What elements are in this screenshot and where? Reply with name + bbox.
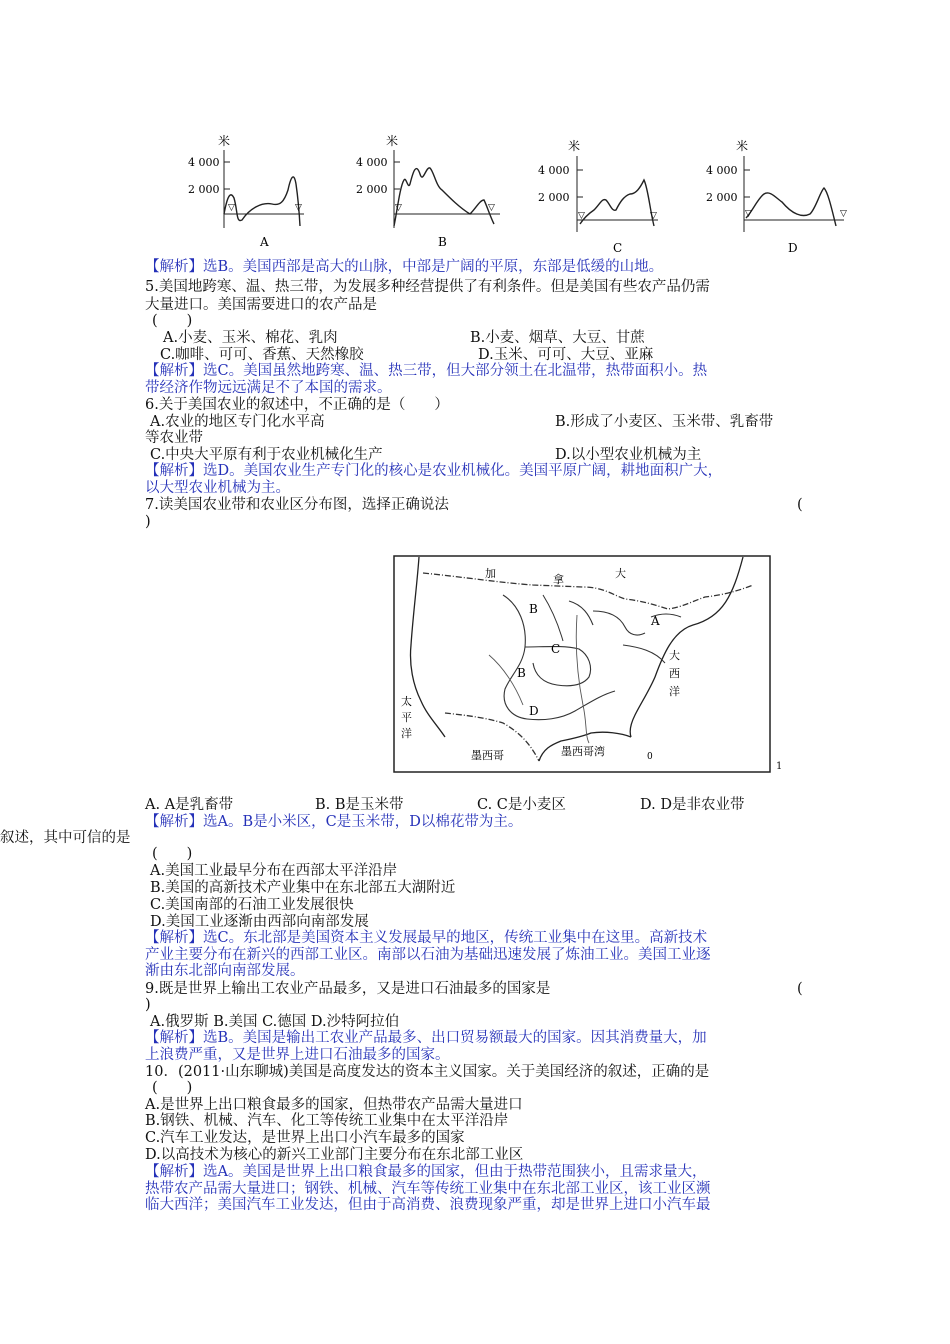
profile-d [706,138,847,253]
q6-analysis-line2: 以大型农业机械为主。 [145,480,290,496]
profile-d-tick-2000: 2 000 [706,191,738,204]
map-label-canada-3: 大 [615,567,626,580]
q6-option-b-cont: 等农业带 [145,430,203,446]
q8-option-a[interactable]: A.美国工业最早分布在西部太平洋沿岸 [150,863,398,879]
q6-option-c[interactable]: C.中央大平原有利于农业机械化生产 [150,447,383,463]
q5-option-c[interactable]: C.咖啡、可可、香蕉、天然橡胶 [160,347,364,363]
profile-b-unit: 米 [386,134,399,148]
q7-analysis [145,814,522,831]
svg-text:▽: ▽ [228,203,235,213]
svg-text:▽: ▽ [488,203,495,213]
map-label-canada-1: 加 [485,567,496,580]
svg-text:▽: ▽ [578,211,585,221]
q5-paren: ( ) [152,313,193,329]
q8-option-b[interactable]: B.美国的高新技术产业集中在东北部五大湖附近 [150,880,456,896]
q5-option-d[interactable]: D.玉米、可可、大豆、亚麻 [478,347,654,363]
q10-stem: 10．(2011·山东聊城)美国是高度发达的资本主义国家。关于美国经济的叙述，正确的是 [145,1064,710,1080]
profile-b-label: B [438,235,447,249]
q8-option-c[interactable]: C.美国南部的石油工业发展很快 [150,897,354,913]
map-zone-b-north: B [529,602,538,616]
q7-analysis-text: 选A。B是小米区，C是玉米带，D以棉花带为主。 [203,814,523,830]
profile-d-tick-4000: 4 000 [706,164,738,177]
analysis-tag: 【解析】 [145,930,203,946]
q8-option-d[interactable]: D.美国工业逐渐由西部向南部发展 [150,914,369,930]
q6-analysis-line1 [145,463,722,480]
q8-paren: ( ) [152,846,193,862]
profile-c-unit: 米 [568,139,581,153]
q7-paren-right: ) [145,514,151,530]
map-label-canada-2: 拿 [553,573,564,586]
q7-stem: 7.读美国农业带和农业区分布图，选择正确说法 [145,497,449,513]
analysis-tag: 【解析】 [145,259,203,275]
q8-analysis-text: 选C。东北部是美国资本主义发展最早的地区，传统工业集中在这里。高新技术 [203,930,708,946]
q7-option-d[interactable]: D. D是非农业带 [640,797,745,813]
map-label-atlantic-3: 洋 [669,685,680,698]
map-label-atlantic-1: 大 [669,649,680,662]
map-label-mexico: 墨西哥 [471,749,504,762]
q10-option-c[interactable]: C.汽车工业发达，是世界上出口小汽车最多的国家 [145,1130,465,1146]
profile-a-label: A [260,235,269,249]
q8-stem-fragment: 叙述，其中可信的是 [0,830,131,846]
q7-paren-left: ( [797,497,803,513]
terrain-profiles [180,128,860,253]
q9-analysis-line1 [145,1030,707,1047]
analysis-tag: 【解析】 [145,463,203,479]
svg-text:▽: ▽ [295,203,302,213]
q10-analysis-line1 [145,1164,706,1181]
profile-b [356,133,500,249]
q9-options[interactable]: A.俄罗斯 B.美国 C.德国 D.沙特阿拉伯 [150,1014,400,1030]
q10-analysis-text: 选A。美国是世界上出口粮食最多的国家，但由于热带范围狭小，且需求量大， [203,1164,707,1180]
q10-paren: ( ) [152,1080,193,1096]
profile-a [188,133,304,249]
q5-option-a[interactable]: A.小麦、玉米、棉花、乳肉 [163,330,338,346]
svg-text:▽: ▽ [650,211,657,221]
map-label-gulf-of-mexico: 墨西哥湾 [561,745,605,758]
analysis-tag: 【解析】 [145,1030,203,1046]
map-label-pacific-3: 洋 [401,727,412,740]
profile-a-unit: 米 [218,134,231,148]
map-zone-a: A [651,614,660,628]
analysis-tag: 【解析】 [145,363,203,379]
q9-stem: 9.既是世界上输出工农业产品最多，又是进口石油最多的国家是 [145,981,551,997]
q4-analysis-text: 选B。美国西部是高大的山脉，中部是广阔的平原，东部是低缓的山地。 [203,259,664,275]
svg-text:▽: ▽ [840,209,847,219]
profile-d-label: D [788,241,798,253]
q10-analysis-line3: 临大西洋；美国汽车工业发达，但由于高消费、浪费现象严重，却是世界上进口小汽车最 [145,1197,711,1213]
q4-analysis [145,259,663,276]
map-zone-b-south: B [517,666,526,680]
q9-analysis-line2: 上浪费严重，又是世界上进口石油最多的国家。 [145,1047,450,1063]
us-agriculture-map [393,555,771,773]
profile-b-tick-2000: 2 000 [356,183,388,196]
q6-option-d[interactable]: D.以小型农业机械为主 [555,447,702,463]
svg-text:▽: ▽ [395,203,402,213]
svg-text:▽: ▽ [745,209,752,219]
q5-option-b[interactable]: B.小麦、烟草、大豆、甘蔗 [470,330,645,346]
q8-analysis-line1 [145,930,707,947]
q5-analysis-line1 [145,363,707,380]
map-label-pacific-1: 太 [401,695,412,708]
profile-a-tick-4000: 4 000 [188,156,220,169]
q9-analysis-text: 选B。美国是输出工农业产品最多、出口贸易额最大的国家。因其消费量大，加 [203,1030,707,1046]
map-zone-c: C [551,642,561,656]
profile-c-tick-2000: 2 000 [538,191,570,204]
profile-a-tick-2000: 2 000 [188,183,220,196]
q7-option-a[interactable]: A. A是乳畜带 [145,797,234,813]
q9-paren-right: ) [145,997,151,1013]
q10-option-d[interactable]: D.以高技术为核心的新兴工业部门主要分布在东北部工业区 [145,1147,524,1163]
q10-option-b[interactable]: B.钢铁、机械、汽车、化工等传统工业集中在太平洋沿岸 [145,1113,509,1129]
analysis-tag: 【解析】 [145,1164,203,1180]
map-corner-mark: 0 [647,752,653,762]
q5-stem-line1: 5.美国地跨寒、温、热三带，为发展多种经营提供了有利条件。但是美国有些农产品仍需 [145,279,710,295]
q5-stem-line2: 大量进口。美国需要进口的农产品是 [145,297,377,313]
map-label-pacific-2: 平 [401,711,412,724]
profile-d-unit: 米 [736,139,749,153]
q10-analysis-line2: 热带农产品需大量进口；钢铁、机械、汽车等传统工业集中在东北部工业区，该工业区濒 [145,1181,711,1197]
profile-c-label: C [613,241,623,253]
map-zone-d: D [529,704,539,718]
q8-analysis-line2: 产业主要分布在新兴的西部工业区。南部以石油为基础迅速发展了炼油工业。美国工业逐 [145,947,711,963]
q6-stem: 6.关于美国农业的叙述中，不正确的是（ ） [145,397,449,413]
map-label-atlantic-2: 西 [669,667,680,680]
profile-b-tick-4000: 4 000 [356,156,388,169]
q8-analysis-line3: 渐由东北部向南部发展。 [145,963,305,979]
profile-c [538,138,658,253]
q10-option-a[interactable]: A.是世界上出口粮食最多的国家，但热带农产品需大量进口 [145,1097,523,1113]
profile-c-tick-4000: 4 000 [538,164,570,177]
q5-analysis-text: 选C。美国虽然地跨寒、温、热三带，但大部分领土在北温带，热带面积小。热 [203,363,708,379]
q6-option-a[interactable]: A.农业的地区专门化水平高 [150,414,325,430]
q9-paren-left: ( [797,981,803,997]
q6-option-b[interactable]: B.形成了小麦区、玉米带、乳畜带 [555,414,774,430]
analysis-tag: 【解析】 [145,814,203,830]
q5-analysis-line2: 带经济作物远远满足不了本国的需求。 [145,380,392,396]
q6-analysis-text: 选D。美国农业生产专门化的核心是农业机械化。美国平原广阔，耕地面积广大， [203,463,723,479]
q7-option-b[interactable]: B. B是玉米带 [315,797,404,813]
q7-option-c[interactable]: C. C是小麦区 [477,797,566,813]
page-mark: 1 [776,761,783,772]
